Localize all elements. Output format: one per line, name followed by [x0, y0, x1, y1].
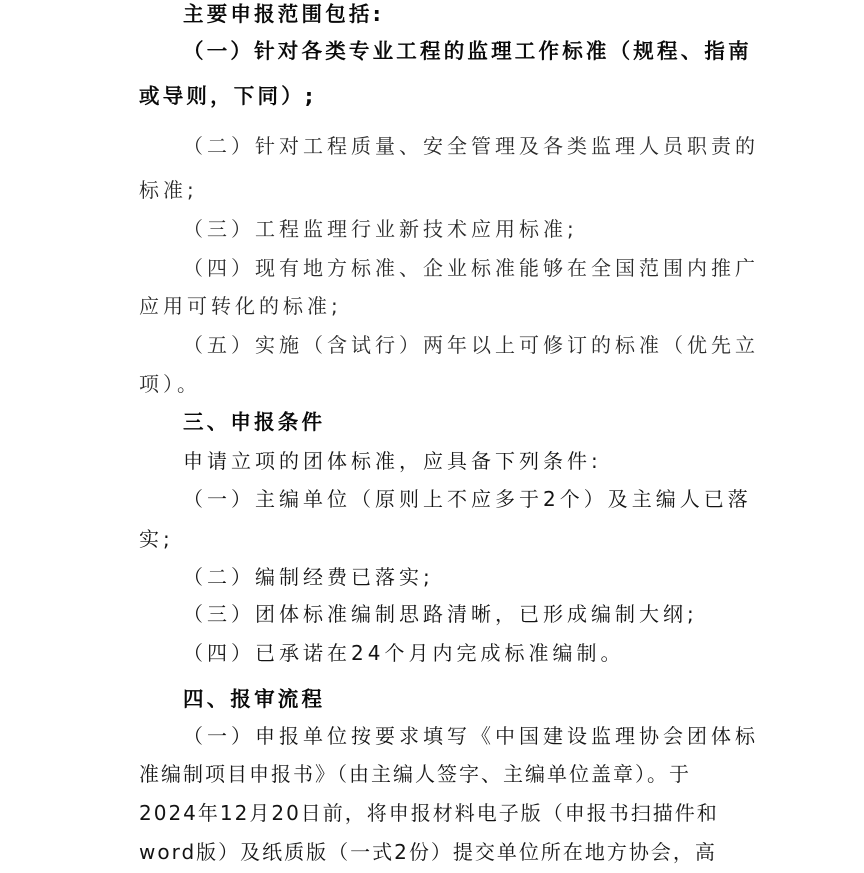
scope-item-4-line-1: （四）现有地方标准、企业标准能够在全国范围内推广 [183, 256, 759, 280]
section-3-intro: 申请立项的团体标准，应具备下列条件: [183, 449, 602, 473]
section-4-heading: 四、报审流程 [183, 687, 326, 711]
condition-item-3: （三）团体标准编制思路清晰，已形成编制大纲; [183, 602, 698, 626]
condition-item-1-line-2: 实; [139, 527, 174, 551]
process-item-1-line-3: 2024年12月20日前，将申报材料电子版（申报书扫描件和 [139, 801, 719, 825]
condition-item-4: （四）已承诺在24个月内完成标准编制。 [183, 641, 625, 665]
scope-item-5-line-2: 项）。 [139, 372, 201, 396]
scope-item-2-line-1: （二）针对工程质量、安全管理及各类监理人员职责的 [183, 134, 759, 158]
scope-intro-heading: 主要申报范围包括: [183, 2, 384, 26]
process-item-1-line-4: word版）及纸质版（一式2份）提交单位所在地方协会，高 [139, 840, 717, 864]
scope-item-1-line-2: 或导则，下同）; [139, 84, 317, 108]
scope-item-5-line-1: （五）实施（含试行）两年以上可修订的标准（优先立 [183, 333, 759, 357]
scope-item-4-line-2: 应用可转化的标准; [139, 294, 342, 318]
section-3-heading: 三、申报条件 [183, 410, 326, 434]
scope-item-3: （三）工程监理行业新技术应用标准; [183, 217, 578, 241]
condition-item-2: （二）编制经费已落实; [183, 565, 434, 589]
condition-item-1-line-1: （一）主编单位（原则上不应多于2个）及主编人已落 [183, 487, 752, 511]
process-item-1-line-1: （一）申报单位按要求填写《中国建设监理协会团体标 [183, 724, 759, 748]
scope-item-2-line-2: 标准; [139, 178, 198, 202]
process-item-1-line-2: 准编制项目申报书》（由主编人签字、主编单位盖章）。于 [139, 762, 691, 786]
scope-item-1-line-1: （一）针对各类专业工程的监理工作标准（规程、指南 [183, 39, 752, 63]
